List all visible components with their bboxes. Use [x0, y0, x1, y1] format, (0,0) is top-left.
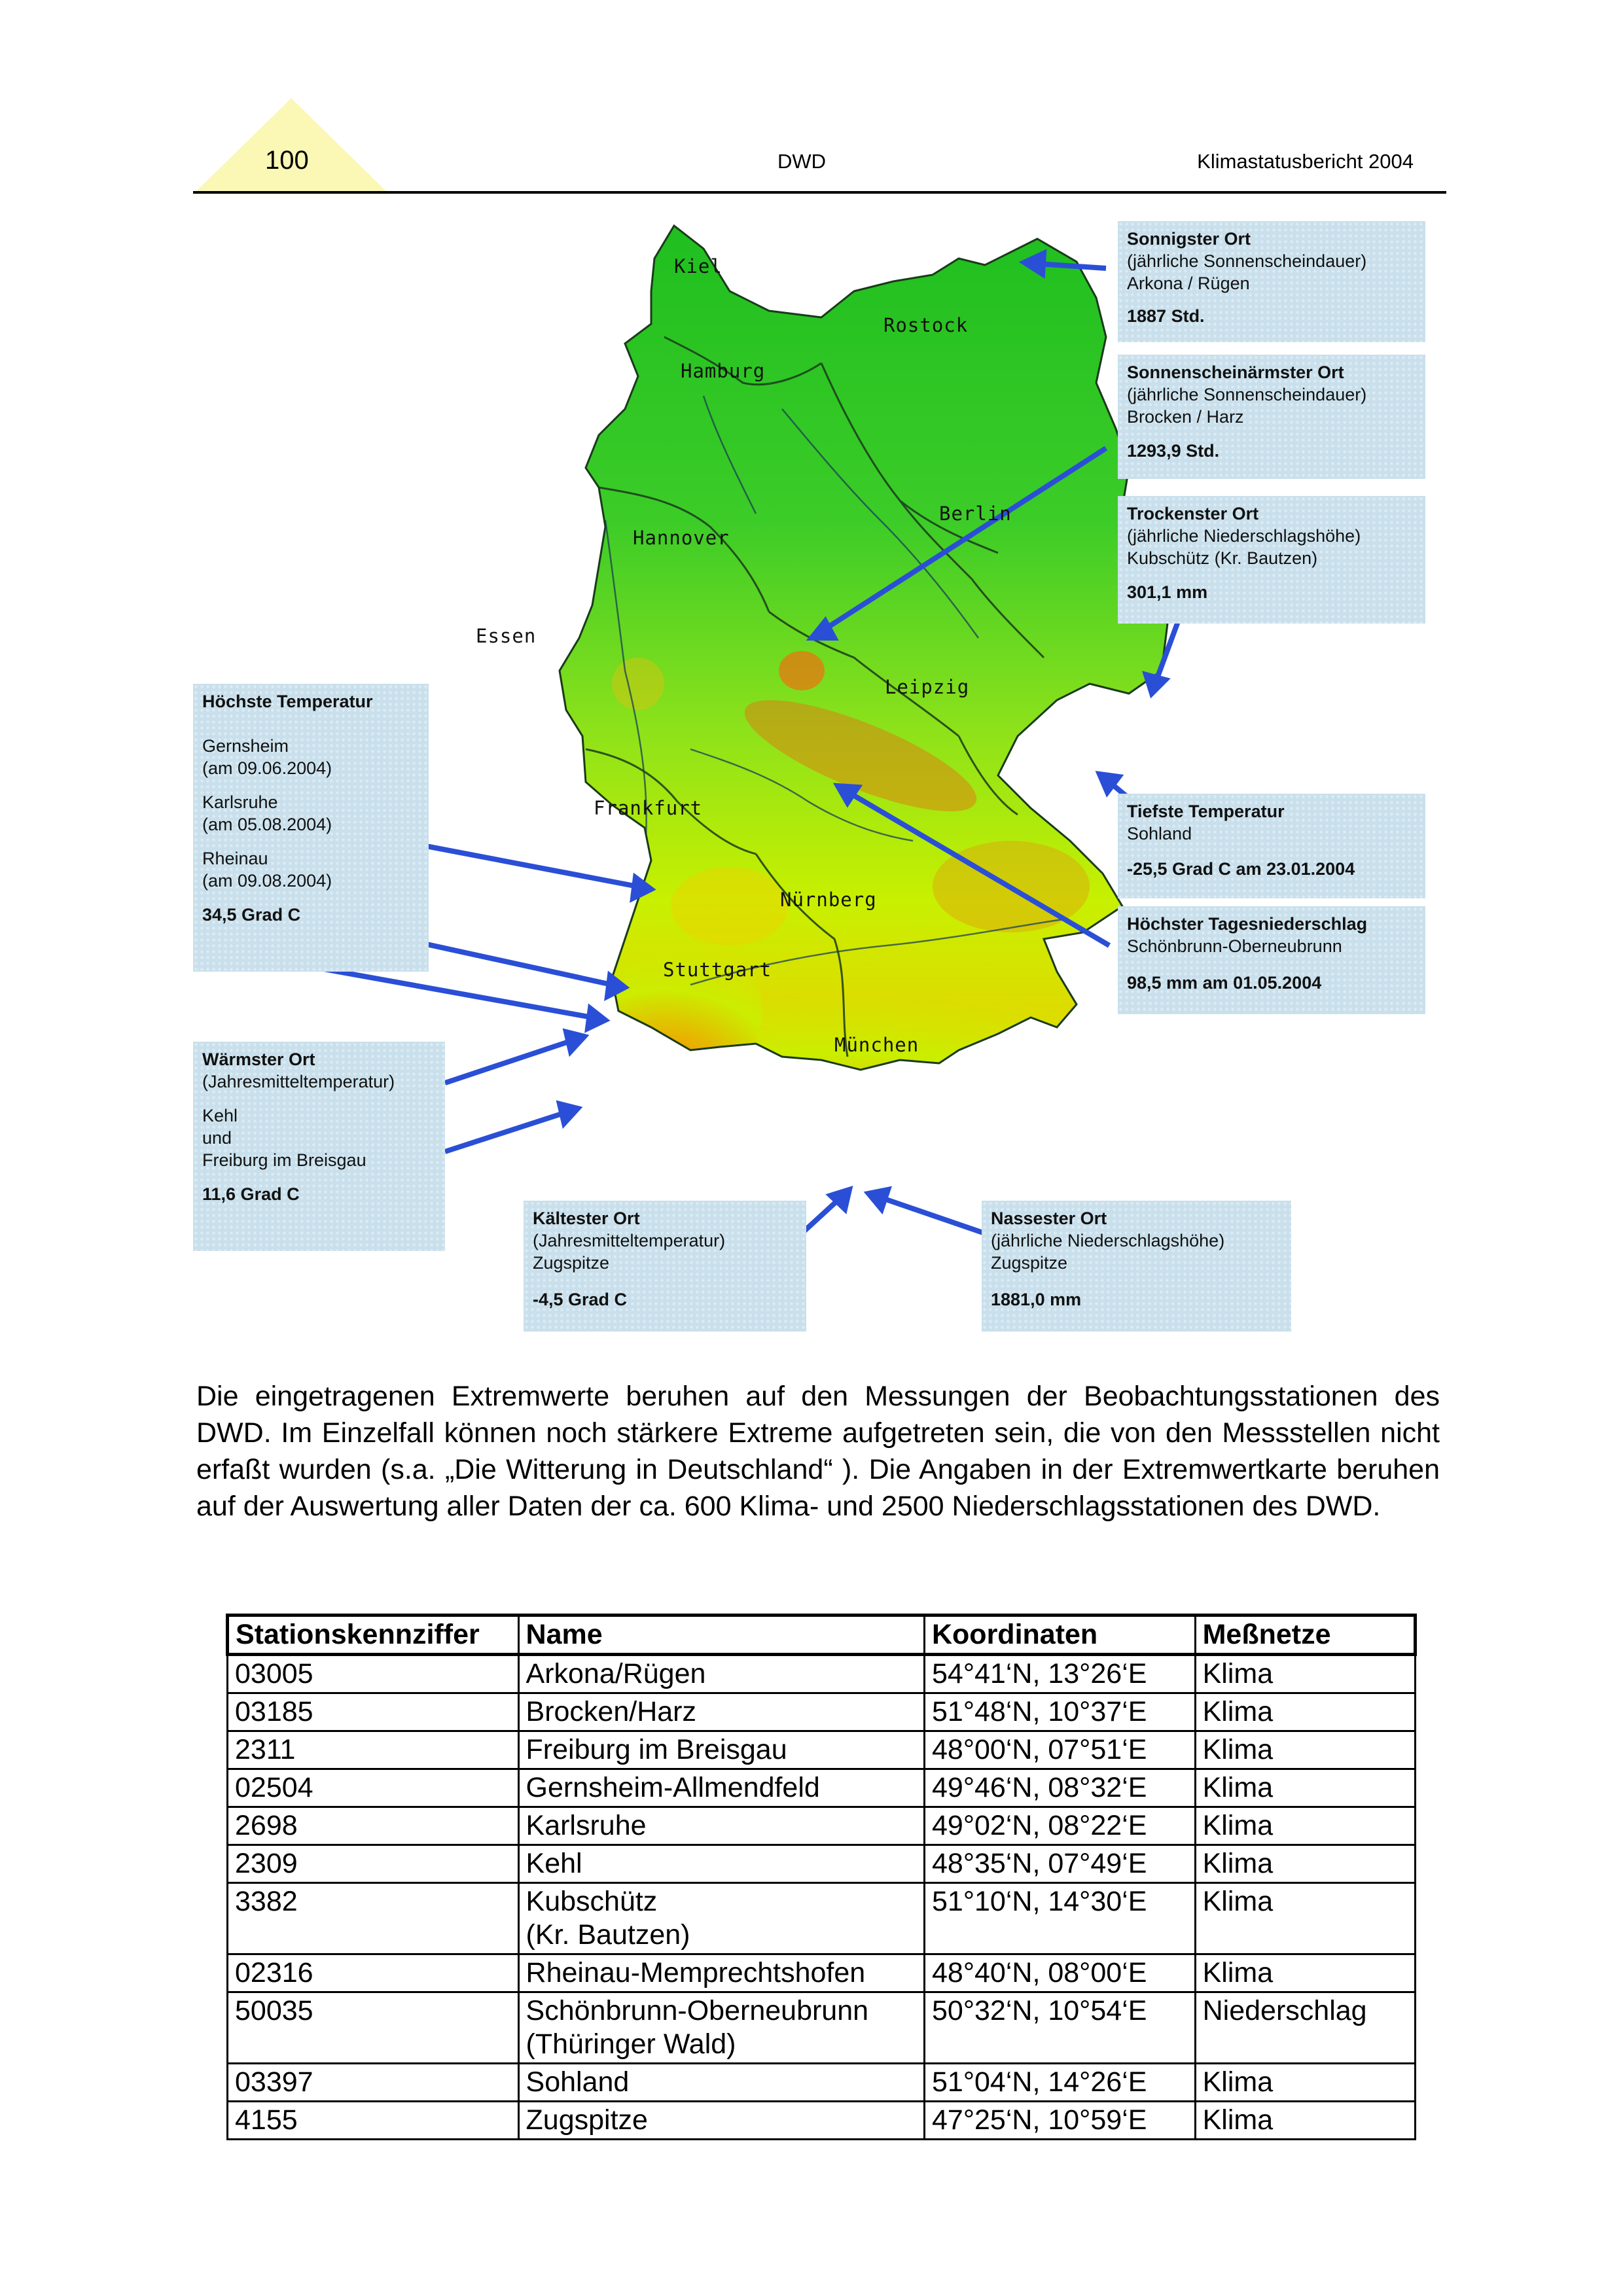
callout-value: -4,5 Grad C	[533, 1290, 628, 1309]
cell-network-text: Klima	[1202, 1658, 1274, 1689]
cell-network	[1195, 1807, 1415, 1845]
callout-line: Gernsheim	[202, 736, 289, 756]
callout-value: 1881,0 mm	[991, 1290, 1082, 1309]
explanatory-paragraph: Die eingetragenen Extremwerte beruhen auf den Messungen der Beobachtungsstationen des DWD. Im Einzelfall können noch stärkere Extreme aufgetreten sein, die von den Messstellen nicht erfaßt wurden (s.a. „Die Witterung in Deutschland“ ). Die Angaben in der Extremwertkarte beruhen auf der Auswertung aller Daten der ca. 600 Klima- und 2500 Niederschlagsstationen des DWD.	[196, 1381, 1440, 1522]
cell-station-id	[228, 2102, 519, 2140]
cell-name-text: Brocken/Harz	[526, 1696, 696, 1727]
cell-name	[518, 1731, 924, 1769]
callout-line: (am 05.08.2004)	[202, 815, 332, 834]
callout-line: Kehl	[202, 1106, 238, 1125]
callout-line: (jährliche Sonnenscheindauer)	[1127, 385, 1367, 404]
cell-coordinates	[924, 1845, 1195, 1883]
callout-line: Zugspitze	[533, 1253, 610, 1273]
city-label-stuttgart: Stuttgart	[663, 959, 772, 981]
table-row	[228, 2064, 1416, 2102]
cell-name-text: Zugspitze	[526, 2104, 648, 2136]
cell-station-id	[228, 1693, 519, 1731]
cell-network-text: Klima	[1202, 2066, 1274, 2098]
cell-network	[1195, 1731, 1415, 1769]
city-label-leipzig: Leipzig	[885, 676, 970, 698]
column-header-station-id: Stationskennziffer	[228, 1616, 519, 1655]
cell-station-id	[228, 1769, 519, 1807]
cell-station-id-text: 2698	[235, 1810, 298, 1841]
table-row	[228, 1845, 1416, 1883]
cell-station-id-text: 2311	[235, 1734, 296, 1765]
cell-station-id	[228, 1845, 519, 1883]
callout-value: 98,5 mm am 01.05.2004	[1127, 973, 1322, 993]
callout-highest-daily-precipitation	[1118, 906, 1425, 1014]
station-table	[226, 1614, 1417, 2140]
table-row	[228, 1954, 1416, 1992]
city-label-hamburg: Hamburg	[681, 360, 766, 382]
cell-name-text: Gernsheim-Allmendfeld	[526, 1772, 820, 1803]
cell-coordinates-text: 48°40‘N, 08°00‘E	[931, 1957, 1147, 1988]
callout-line: Freiburg im Breisgau	[202, 1150, 366, 1170]
cell-network-text: Niederschlag	[1202, 1995, 1367, 2026]
table-row	[228, 1731, 1416, 1769]
callout-sunniest-place	[1118, 221, 1425, 342]
callout-value: -25,5 Grad C am 23.01.2004	[1127, 859, 1355, 879]
cell-network	[1195, 1992, 1415, 2064]
table-row	[228, 1769, 1416, 1807]
cell-coordinates	[924, 2102, 1195, 2140]
cell-station-id-text: 03397	[235, 2066, 313, 2098]
callout-line: (jährliche Sonnenscheindauer)	[1127, 251, 1367, 271]
callout-title: Wärmster Ort	[202, 1050, 315, 1069]
cell-station-id-text: 2309	[235, 1848, 298, 1879]
callout-line: (jährliche Niederschlagshöhe)	[991, 1231, 1225, 1250]
cell-station-id	[228, 2064, 519, 2102]
column-header-coordinates: Koordinaten	[924, 1616, 1195, 1655]
cell-name	[518, 1845, 924, 1883]
callout-title: Höchster Tagesniederschlag	[1127, 914, 1368, 934]
column-header-networks: Meßnetze	[1195, 1616, 1415, 1655]
callout-value: 1887 Std.	[1127, 306, 1205, 326]
table-row	[228, 1992, 1416, 2064]
city-label-hannover: Hannover	[633, 527, 730, 549]
cell-station-id-text: 50035	[235, 1995, 313, 2026]
cell-station-id-text: 3382	[235, 1886, 298, 1917]
callout-title: Kältester Ort	[533, 1209, 640, 1228]
cell-coordinates-text: 54°41‘N, 13°26‘E	[931, 1658, 1147, 1689]
callout-line: und	[202, 1128, 232, 1148]
cell-name	[518, 1769, 924, 1807]
cell-coordinates-text: 51°48‘N, 10°37‘E	[931, 1696, 1147, 1727]
cell-name-text: Freiburg im Breisgau	[526, 1734, 787, 1765]
callout-driest-place	[1118, 496, 1425, 624]
cell-coordinates-text: 48°00‘N, 07°51‘E	[931, 1734, 1147, 1765]
callout-title: Sonnigster Ort	[1127, 229, 1251, 249]
callout-line: Zugspitze	[991, 1253, 1068, 1273]
table-row	[228, 1655, 1416, 1693]
callout-title: Höchste Temperatur	[202, 692, 373, 711]
cell-name-text: Rheinau-Memprechtshofen	[526, 1957, 866, 1988]
cell-coordinates-text: 48°35‘N, 07°49‘E	[931, 1848, 1147, 1879]
callout-least-sunny-place	[1118, 355, 1425, 479]
callout-line: Karlsruhe	[202, 792, 278, 812]
city-label-rostock: Rostock	[883, 314, 969, 336]
cell-name	[518, 1807, 924, 1845]
callout-value: 11,6 Grad C	[202, 1184, 300, 1204]
callout-coldest-place	[524, 1201, 806, 1332]
callout-title: Nassester Ort	[991, 1209, 1107, 1228]
header-rule	[193, 191, 1446, 194]
callout-title: Trockenster Ort	[1127, 504, 1259, 523]
cell-coordinates	[924, 1807, 1195, 1845]
cell-network	[1195, 1655, 1415, 1693]
callout-value: 1293,9 Std.	[1127, 441, 1220, 461]
cell-coordinates	[924, 1883, 1195, 1954]
cell-name	[518, 1954, 924, 1992]
cell-station-id	[228, 1731, 519, 1769]
table-header-row	[228, 1616, 1416, 1655]
cell-network	[1195, 1954, 1415, 1992]
callout-line: Sohland	[1127, 824, 1192, 843]
cell-coordinates	[924, 1992, 1195, 2064]
callout-line: (Jahresmitteltemperatur)	[202, 1072, 395, 1091]
header-publisher: DWD	[777, 150, 827, 173]
cell-name-second-line: (Thüringer Wald)	[526, 2028, 736, 2060]
cell-network-text: Klima	[1202, 1886, 1274, 1917]
cell-name	[518, 2064, 924, 2102]
city-label-essen: Essen	[476, 625, 537, 647]
cell-network	[1195, 1845, 1415, 1883]
cell-name-text: Arkona/Rügen	[526, 1658, 706, 1689]
city-label-muenchen: München	[834, 1034, 919, 1056]
cell-network	[1195, 1769, 1415, 1807]
cell-station-id-text: 02504	[235, 1772, 313, 1803]
cell-name	[518, 1883, 924, 1954]
cell-station-id	[228, 1954, 519, 1992]
cell-coordinates	[924, 1769, 1195, 1807]
cell-coordinates-text: 47°25‘N, 10°59‘E	[931, 2104, 1147, 2136]
callout-line: Kubschütz (Kr. Bautzen)	[1127, 548, 1318, 568]
table-row	[228, 1807, 1416, 1845]
cell-name-text: Kehl	[526, 1848, 582, 1879]
cell-name	[518, 1693, 924, 1731]
callout-line: Rheinau	[202, 849, 268, 868]
callout-line: Schönbrunn-Oberneubrunn	[1127, 936, 1342, 956]
cell-name-text: Schönbrunn-Oberneubrunn	[526, 1995, 869, 2026]
cell-station-id-text: 03005	[235, 1658, 313, 1689]
cell-name-text: Karlsruhe	[526, 1810, 647, 1841]
callout-title: Sonnenscheinärmster Ort	[1127, 362, 1344, 382]
cell-network-text: Klima	[1202, 1734, 1274, 1765]
cell-station-id-text: 03185	[235, 1696, 313, 1727]
callout-line: (Jahresmitteltemperatur)	[533, 1231, 726, 1250]
city-label-nuernberg: Nürnberg	[780, 889, 877, 911]
callout-title: Tiefste Temperatur	[1127, 802, 1285, 821]
cell-network-text: Klima	[1202, 1810, 1274, 1841]
callout-line: Arkona / Rügen	[1127, 274, 1250, 293]
cell-network-text: Klima	[1202, 1772, 1274, 1803]
callout-line: Brocken / Harz	[1127, 407, 1244, 427]
cell-station-id-text: 02316	[235, 1957, 313, 1988]
cell-coordinates	[924, 1693, 1195, 1731]
table-row	[228, 1693, 1416, 1731]
header-report-title: Klimastatusbericht 2004	[1197, 150, 1414, 173]
cell-station-id	[228, 1655, 519, 1693]
cell-network	[1195, 2102, 1415, 2140]
city-label-kiel: Kiel	[674, 255, 722, 277]
cell-coordinates	[924, 1731, 1195, 1769]
cell-coordinates-text: 51°10‘N, 14°30‘E	[931, 1886, 1147, 1917]
page-number: 100	[265, 146, 309, 175]
cell-network-text: Klima	[1202, 1696, 1274, 1727]
cell-name-text: Sohland	[526, 2066, 630, 2098]
cell-station-id-text: 4155	[235, 2104, 298, 2136]
table-row	[228, 2102, 1416, 2140]
callout-value: 34,5 Grad C	[202, 905, 301, 925]
cell-name-text: Kubschütz	[526, 1886, 658, 1917]
cell-coordinates-text: 50°32‘N, 10°54‘E	[931, 1995, 1147, 2026]
callout-wettest-place	[982, 1201, 1291, 1332]
cell-name	[518, 1655, 924, 1693]
callout-line: (jährliche Niederschlagshöhe)	[1127, 526, 1361, 546]
cell-network	[1195, 2064, 1415, 2102]
cell-coordinates	[924, 1655, 1195, 1693]
city-label-berlin: Berlin	[939, 503, 1012, 525]
callout-highest-temperature	[193, 684, 429, 972]
cell-network-text: Klima	[1202, 1848, 1274, 1879]
cell-name	[518, 1992, 924, 2064]
station-table-body	[228, 1655, 1416, 2140]
cell-network-text: Klima	[1202, 2104, 1274, 2136]
table-row	[228, 1883, 1416, 1954]
cell-name-second-line: (Kr. Bautzen)	[526, 1919, 690, 1951]
callout-line: (am 09.08.2004)	[202, 871, 332, 891]
cell-coordinates-text: 49°46‘N, 08°32‘E	[931, 1772, 1147, 1803]
cell-station-id	[228, 1992, 519, 2064]
cell-coordinates-text: 51°04‘N, 14°26‘E	[931, 2066, 1147, 2098]
cell-network	[1195, 1693, 1415, 1731]
cell-network	[1195, 1883, 1415, 1954]
cell-station-id	[228, 1807, 519, 1845]
cell-coordinates-text: 49°02‘N, 08°22‘E	[931, 1810, 1147, 1841]
callout-lowest-temperature	[1118, 794, 1425, 898]
column-header-name: Name	[518, 1616, 924, 1655]
cell-network-text: Klima	[1202, 1957, 1274, 1988]
callout-warmest-place	[193, 1042, 445, 1251]
cell-coordinates	[924, 1954, 1195, 1992]
cell-station-id	[228, 1883, 519, 1954]
cell-name	[518, 2102, 924, 2140]
city-label-frankfurt: Frankfurt	[594, 797, 703, 819]
callout-value: 301,1 mm	[1127, 582, 1208, 602]
callout-line: (am 09.06.2004)	[202, 758, 332, 778]
cell-coordinates	[924, 2064, 1195, 2102]
extremes-map	[193, 213, 1446, 1338]
